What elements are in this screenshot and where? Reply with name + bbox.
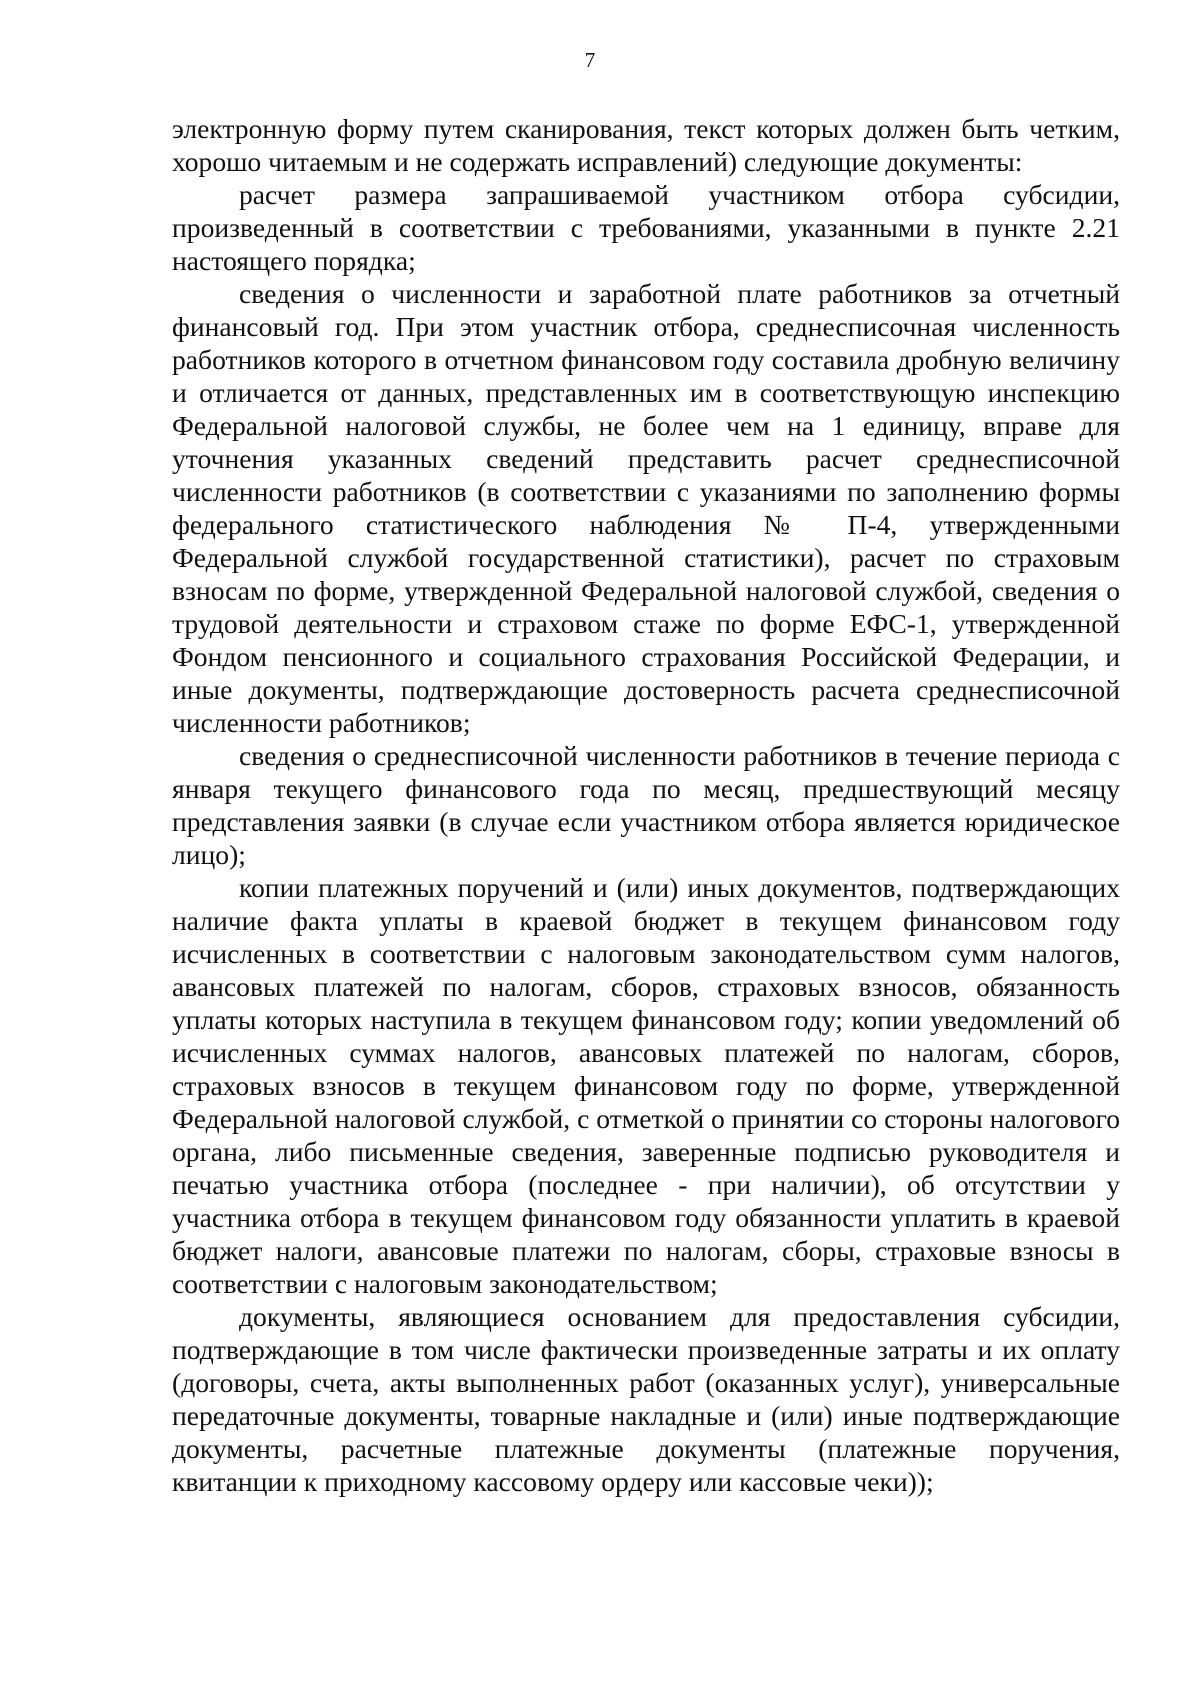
paragraph-supporting-documents: документы, являющиеся основанием для предоставления субсидии, подтверждающие в том числе фактически произведенные затраты и их оплату (договоры, счета, акты выполненных работ (оказанных услуг), универсальные передаточные документы, товарные накладные и (или) иные подтверждающие документы, расчетные платежные документы (платежные поручения, квитанции к приходному кассовому ордеру или кассовые чеки));	[172, 1301, 1120, 1497]
paragraph-payment-orders: копии платежных поручений и (или) иных документов, подтверждающих наличие факта уплаты в краевой бюджет в текущем финансовом году исчисленных в соответствии с налоговым законодательством сумм налогов, авансовых платежей по налогам, сборов, страховых взносов, обязанность уплаты которых наступила в текущем финансовом году; копии уведомлений об исчисленных суммах налогов, авансовых платежей по налогам, сборов, страховых взносов в текущем финансовом году по форме, утвержденной Федеральной налоговой службой, с отметкой о принятии со стороны налогового органа, либо письменные сведения, заверенные подписью руководителя и печатью участника отбора (последнее - при наличии), об отсутствии у участника отбора в текущем финансовом году обязанности уплатить в краевой бюджет налоги, авансовые платежи по налогам, сборы, страховые взносы в соответствии с налоговым законодательством;	[172, 872, 1120, 1299]
document-body	[172, 112, 1120, 1498]
paragraph-average-headcount: сведения о среднесписочной численности работников в течение периода с января текущего финансового года по месяц, предшествующий месяцу представления заявки (в случае если участником отбора является юридическое лицо);	[172, 740, 1120, 870]
paragraph-headcount-and-wages: сведения о численности и заработной плате работников за отчетный финансовый год. При этом участник отбора, среднесписочная численность работников которого в отчетном финансовом году составила дробную величину и отличается от данных, представленных им в соответствующую инспекцию Федеральной налоговой службы, не более чем на 1 единицу, вправе для уточнения указанных сведений представить расчет среднесписочной численности работников (в соответствии с указаниями по заполнению формы федерального статистического наблюдения № П-4, утвержденными Федеральной службой государственной статистики), расчет по страховым взносам по форме, утвержденной Федеральной налоговой службой, сведения о трудовой деятельности и страховом стаже по форме ЕФС-1, утвержденной Фондом пенсионного и социального страхования Российской Федерации, и иные документы, подтверждающие достоверность расчета среднесписочной численности работников;	[172, 278, 1120, 738]
paragraph-subsidy-calculation: расчет размера запрашиваемой участником отбора субсидии, произведенный в соответствии с требованиями, указанными в пункте 2.21 настоящего порядка;	[172, 179, 1120, 276]
paragraph-continuation: электронную форму путем сканирования, текст которых должен быть четким, хорошо читаемым и не содержать исправлений) следующие документы:	[172, 113, 1120, 177]
page-number: 7	[584, 48, 596, 72]
